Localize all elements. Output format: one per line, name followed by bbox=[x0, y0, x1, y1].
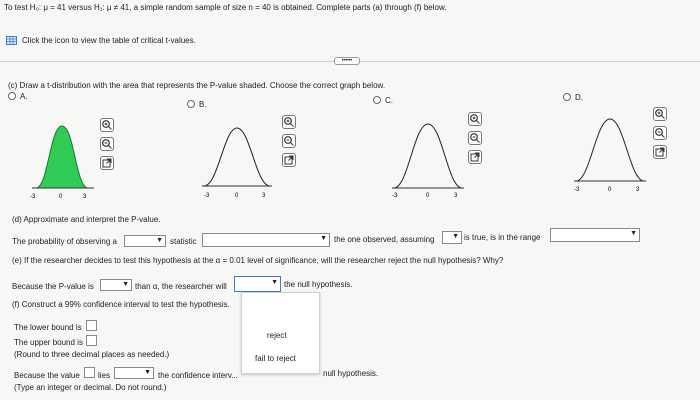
range-select[interactable] bbox=[550, 228, 640, 242]
because-pvalue-text: Because the P-value is bbox=[12, 282, 94, 291]
chevron-down-icon: ▼ bbox=[320, 235, 327, 242]
null-hypothesis-text-f: null hypothesis. bbox=[323, 369, 379, 378]
lower-bound-input[interactable] bbox=[86, 320, 97, 331]
null-hypothesis-text: the null hypothesis. bbox=[284, 280, 353, 289]
tick-label: 0 bbox=[426, 193, 430, 199]
confidence-interval-text: the confidence interv... bbox=[158, 371, 238, 380]
hypothesis-select[interactable] bbox=[442, 231, 462, 244]
chevron-down-icon: ▼ bbox=[630, 230, 637, 237]
tick-label: 0 bbox=[608, 187, 612, 193]
chevron-down-icon: ▼ bbox=[271, 279, 278, 286]
part-c-prompt: (c) Draw a t-distribution with the area that represents the P-value shaded. Choose the correct graph below. bbox=[8, 81, 386, 90]
more-button[interactable]: ••••• bbox=[334, 57, 360, 65]
tick-label: -3 bbox=[30, 194, 36, 200]
popout-icon[interactable] bbox=[653, 145, 667, 159]
graph-c bbox=[388, 120, 468, 200]
popout-icon[interactable] bbox=[468, 150, 482, 164]
zoom-in-icon[interactable] bbox=[100, 118, 114, 132]
zoom-in-icon[interactable] bbox=[653, 107, 667, 121]
tick-label: 3 bbox=[83, 194, 87, 200]
tick-label: 0 bbox=[235, 193, 239, 199]
true-phrase: is true, is in the range bbox=[464, 233, 541, 242]
part-e-question: (e) If the researcher decides to test this hypothesis at the α = 0.01 level of significance, will the researcher reject the null hypothesis? Why? bbox=[12, 256, 504, 265]
comparison-select[interactable] bbox=[202, 233, 330, 247]
graph-d bbox=[570, 115, 650, 195]
chevron-down-icon: ▼ bbox=[122, 281, 129, 288]
chevron-down-icon: ▼ bbox=[452, 233, 459, 240]
lies-text: lies bbox=[98, 371, 111, 380]
observed-phrase: the one observed, assuming bbox=[334, 235, 435, 244]
table-icon[interactable] bbox=[6, 36, 17, 45]
statistic-word: statistic bbox=[170, 237, 197, 246]
value-input[interactable] bbox=[84, 367, 95, 378]
dropdown-option-fail-to-reject[interactable]: fail to reject bbox=[255, 354, 296, 363]
option-d-radio[interactable] bbox=[563, 93, 571, 101]
tick-label: -3 bbox=[574, 187, 580, 193]
option-c-radio[interactable] bbox=[373, 96, 381, 104]
reject-decision-select[interactable] bbox=[234, 276, 281, 292]
zoom-out-icon[interactable] bbox=[100, 137, 114, 151]
tick-label: 3 bbox=[454, 193, 458, 199]
upper-bound-input[interactable] bbox=[86, 335, 97, 346]
popout-icon[interactable] bbox=[282, 153, 296, 167]
chevron-down-icon: ▼ bbox=[156, 237, 163, 244]
zoom-out-icon[interactable] bbox=[468, 131, 482, 145]
option-a-radio[interactable] bbox=[8, 92, 16, 100]
option-c-label: C. bbox=[385, 96, 393, 105]
chevron-down-icon: ▼ bbox=[144, 369, 151, 376]
tick-label: 3 bbox=[262, 193, 266, 199]
zoom-in-icon[interactable] bbox=[282, 115, 296, 129]
zoom-out-icon[interactable] bbox=[282, 134, 296, 148]
option-b-label: B. bbox=[199, 100, 207, 109]
round-note: (Round to three decimal places as needed.) bbox=[14, 350, 170, 359]
part-d-heading: (d) Approximate and interpret the P-value. bbox=[12, 215, 161, 224]
option-b-radio[interactable] bbox=[187, 100, 195, 108]
graph-b bbox=[200, 124, 275, 204]
table-link-text[interactable]: Click the icon to view the table of critical t-values. bbox=[22, 36, 196, 45]
decision-dropdown-menu bbox=[241, 292, 320, 374]
tick-label: 3 bbox=[636, 187, 640, 193]
dropdown-option-reject[interactable]: reject bbox=[267, 331, 287, 340]
problem-text: To test H₀: μ = 41 versus H₁: μ ≠ 41, a simple random sample of size n = 40 is obtained. Complete parts (a) through (f) below. bbox=[4, 3, 447, 12]
part-f-heading: (f) Construct a 99% confidence interval to test the hypothesis. bbox=[12, 300, 230, 309]
zoom-in-icon[interactable] bbox=[468, 112, 482, 126]
lies-select[interactable] bbox=[114, 367, 154, 379]
option-a-label: A. bbox=[20, 92, 28, 101]
tick-label: 0 bbox=[59, 194, 63, 200]
type-note: (Type an integer or decimal. Do not round.) bbox=[14, 383, 167, 392]
because-value-text: Because the value bbox=[14, 371, 80, 380]
than-alpha-text: than α, the researcher will bbox=[135, 282, 227, 291]
statistic-type-select[interactable] bbox=[124, 235, 166, 247]
zoom-out-icon[interactable] bbox=[653, 126, 667, 140]
graph-a bbox=[28, 118, 98, 203]
upper-bound-label: The upper bound is bbox=[14, 338, 83, 347]
tick-label: -3 bbox=[204, 193, 210, 199]
tick-label: -3 bbox=[392, 193, 398, 199]
lower-bound-label: The lower bound is bbox=[14, 323, 82, 332]
option-d-label: D. bbox=[575, 93, 583, 102]
probability-sentence-start: The probability of observing a bbox=[12, 237, 117, 246]
pvalue-comparison-select[interactable] bbox=[100, 279, 132, 291]
popout-icon[interactable] bbox=[100, 156, 114, 170]
